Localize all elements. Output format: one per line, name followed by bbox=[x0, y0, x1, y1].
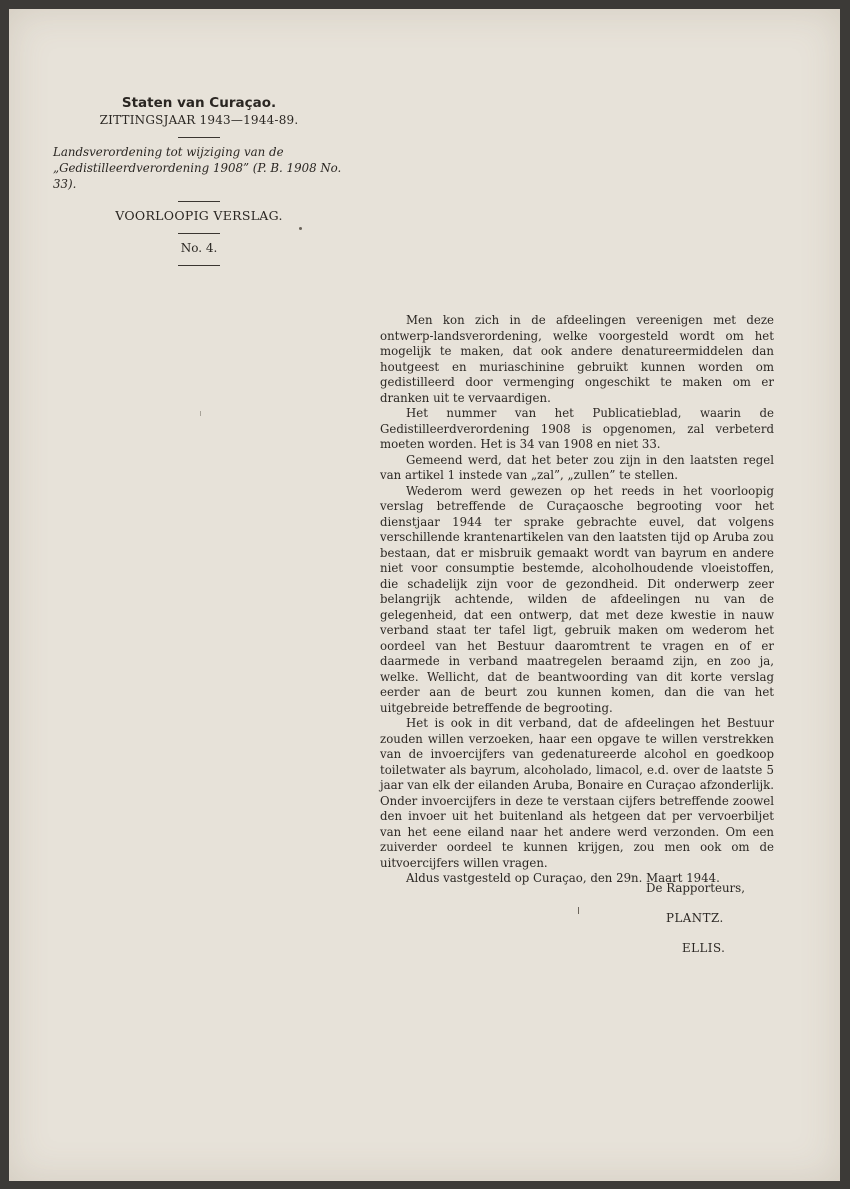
divider bbox=[178, 137, 220, 138]
paragraph: Het nummer van het Publicatieblad, waarin de Gedistilleerdverordening 1908 is opgenomen, zal verbeterd moeten worden. Het is 34 van 1908 en niet 33. bbox=[380, 406, 774, 451]
paragraph: Wederom werd gewezen op het reeds in het voorloopig verslag betreffende de Curaçaosche begrooting voor het dienstjaar 1944 ter sprake gebrachte euvel, dat volgens verschillende krantenartikelen van den laatsten tijd op Aruba zou bestaan, dat er misbruik gemaakt wordt van bayrum en andere niet voor consumptie bestemde, alcoholhoudende vloeistoffen, die schadelijk zijn voor de gezondheid. Dit onderwerp zeer belangrijk achtende, wilden de afdeelingen nu van de gelegenheid, dat een ontwerp, dat met deze kwestie in nauw verband staat ter tafel ligt, gebruik maken om wederom het oordeel van het Bestuur daaromtrent te vragen en of er daarmede in verband maatregelen beraamd zijn, en zoo ja, welke. Wellicht, dat de beantwoording van dit korte verslag eerder aan de beurt zou kunnen komen, dan die van het uitgebreide betreffende de begrooting. bbox=[380, 483, 774, 715]
session-year: ZITTINGSJAAR 1943—1944-89. bbox=[99, 113, 299, 127]
report-number: No. 4. bbox=[180, 241, 218, 255]
report-type: VOORLOOPIG VERSLAG. bbox=[115, 208, 283, 223]
paragraph: Men kon zich in de afdeelingen vereenigen met deze ontwerp-landsverordening, welke voorgesteld wordt om het mogelijk te maken, dat ook andere denatureermiddelen dan houtgeest en muriaschinine gebruikt kunnen worden om gedistilleerd door vermenging ongeschikt te maken om er dranken uit te vervaardigen. bbox=[380, 313, 774, 405]
divider bbox=[178, 265, 220, 266]
divider bbox=[178, 233, 220, 234]
signatory-name: ELLIS. bbox=[682, 941, 726, 955]
paper-speck bbox=[299, 227, 302, 230]
divider bbox=[178, 201, 220, 202]
document-header bbox=[49, 95, 349, 272]
ordinance-subject: Landsverordening tot wijziging van de „Gedistilleerdverordening 1908” (P. B. 1908 No. 33). bbox=[53, 145, 342, 191]
paragraph: Gemeend werd, dat het beter zou zijn in den laatsten regel van artikel 1 instede van „zal”, „zullen” te stellen. bbox=[380, 452, 774, 482]
document-page bbox=[9, 9, 840, 1181]
chamber-title: Staten van Curaçao. bbox=[121, 95, 277, 111]
date-line: Aldus vastgesteld op Curaçao, den 29n. Maart 1944. bbox=[406, 871, 720, 885]
paper-speck bbox=[200, 411, 201, 416]
paper-speck bbox=[578, 907, 579, 914]
signatory-name: PLANTZ. bbox=[666, 911, 724, 925]
report-body bbox=[380, 313, 774, 887]
paragraph: Het is ook in dit verband, dat de afdeelingen het Bestuur zouden willen verzoeken, haar een opgave te willen verstrekken van de invoercijfers van gedenatureerde alcohol en goedkoop toiletwater als bayrum, alcoholado, limacol, e.d. over de laatste 5 jaar van elk der eilanden Aruba, Bonaire en Curaçao afzonderlijk. Onder invoercijfers in deze te verstaan cijfers betreffende zoowel den invoer uit het buitenland als hetgeen dat per vervoerbiljet van het eene eiland naar het andere werd verzonden. Om een zuiverder oordeel te kunnen krijgen, zou men ook om de uitvoercijfers willen vragen. bbox=[380, 716, 774, 870]
rapporteurs-label: De Rapporteurs, bbox=[646, 881, 745, 895]
